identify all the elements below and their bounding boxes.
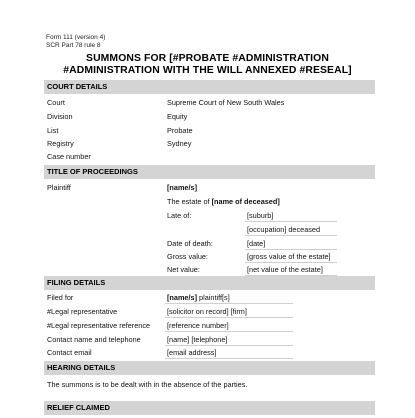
list-row <box>0 127 415 137</box>
form-rule: SCR Part 78 rule 8 <box>46 42 101 49</box>
contact-email-value: [email address] <box>167 348 217 357</box>
date-of-death-label: Date of death: <box>167 239 213 248</box>
gross-value-value: [gross value of the estate] <box>247 252 331 261</box>
estate-line <box>167 198 280 205</box>
contact-email-label: Contact email <box>47 348 92 357</box>
filed-for-rule <box>165 303 293 304</box>
form-number: Form 111 (version 4) <box>46 34 106 41</box>
document-title-line-1: SUMMONS FOR [#PROBATE #ADMINISTRATION <box>86 53 329 64</box>
date-of-death-value: [date] <box>247 239 266 248</box>
contact-name-label: Contact name and telephone <box>47 335 141 344</box>
list-value: Probate <box>167 126 193 135</box>
registry-label: Registry <box>47 139 74 148</box>
net-value-value: [net value of the estate] <box>247 265 323 274</box>
section-heading-hearing-details: HEARING DETAILS <box>44 361 375 375</box>
section-heading-title-of-proceedings: TITLE OF PROCEEDINGS <box>44 165 375 179</box>
registry-value: Sydney <box>167 139 192 148</box>
document-title-line-2: #ADMINISTRATION WITH THE WILL ANNEXED #RESEAL] <box>63 65 352 76</box>
contact-email-rule <box>165 358 293 359</box>
filed-for-name: [name/s] <box>167 293 198 302</box>
court-row <box>0 99 415 109</box>
contact-name-rule <box>165 345 293 346</box>
gross-value-row <box>0 253 415 263</box>
division-row <box>0 113 415 123</box>
gross-value-label: Gross value: <box>167 252 208 261</box>
estate-row <box>0 198 415 208</box>
late-of-suburb-rule <box>245 221 337 222</box>
estate-name: [name of deceased] <box>211 197 280 206</box>
late-of-occupation: [occupation] deceased <box>247 225 321 234</box>
late-of-label: Late of: <box>167 211 192 220</box>
section-heading-court-details: COURT DETAILS <box>44 80 375 94</box>
plaintiff-value: [name/s] <box>167 183 198 192</box>
hearing-details-text: The summons is to be dealt with in the absence of the parties. <box>47 380 248 389</box>
legal-reference-value: [reference number] <box>167 321 229 330</box>
court-value: Supreme Court of New South Wales <box>167 98 285 107</box>
net-value-label: Net value: <box>167 265 200 274</box>
net-value-row <box>0 266 415 276</box>
plaintiff-row <box>0 184 415 194</box>
list-label: List <box>47 126 59 135</box>
section-heading-filing-details: FILING DETAILS <box>44 276 375 290</box>
filed-for-suffix: plaintiff[s] <box>199 293 230 302</box>
case-number-row <box>0 153 415 163</box>
late-of-row <box>0 212 415 222</box>
legal-reference-label: #Legal representative reference <box>47 321 151 330</box>
occupation-rule <box>245 235 337 236</box>
legal-representative-value: [solicitor on record] [firm] <box>167 307 247 316</box>
gross-value-rule <box>245 262 337 263</box>
contact-name-value: [name] [telephone] <box>167 335 228 344</box>
date-of-death-rule <box>245 249 337 250</box>
case-number-label: Case number <box>47 152 91 161</box>
filed-for-label: Filed for <box>47 293 74 302</box>
legal-representative-rule <box>165 317 293 318</box>
legal-reference-rule <box>165 331 293 332</box>
occupation-row <box>0 226 415 236</box>
section-heading-relief-claimed: RELIEF CLAIMED <box>44 401 375 415</box>
legal-representative-label: #Legal representative <box>47 307 118 316</box>
estate-prefix: The estate of <box>167 197 210 206</box>
filed-for-value <box>167 294 230 301</box>
division-value: Equity <box>167 112 188 121</box>
plaintiff-label: Plaintiff <box>47 183 71 192</box>
registry-row <box>0 140 415 150</box>
late-of-suburb: [suburb] <box>247 211 274 220</box>
division-label: Division <box>47 112 73 121</box>
court-label: Court <box>47 98 65 107</box>
date-of-death-row <box>0 240 415 250</box>
